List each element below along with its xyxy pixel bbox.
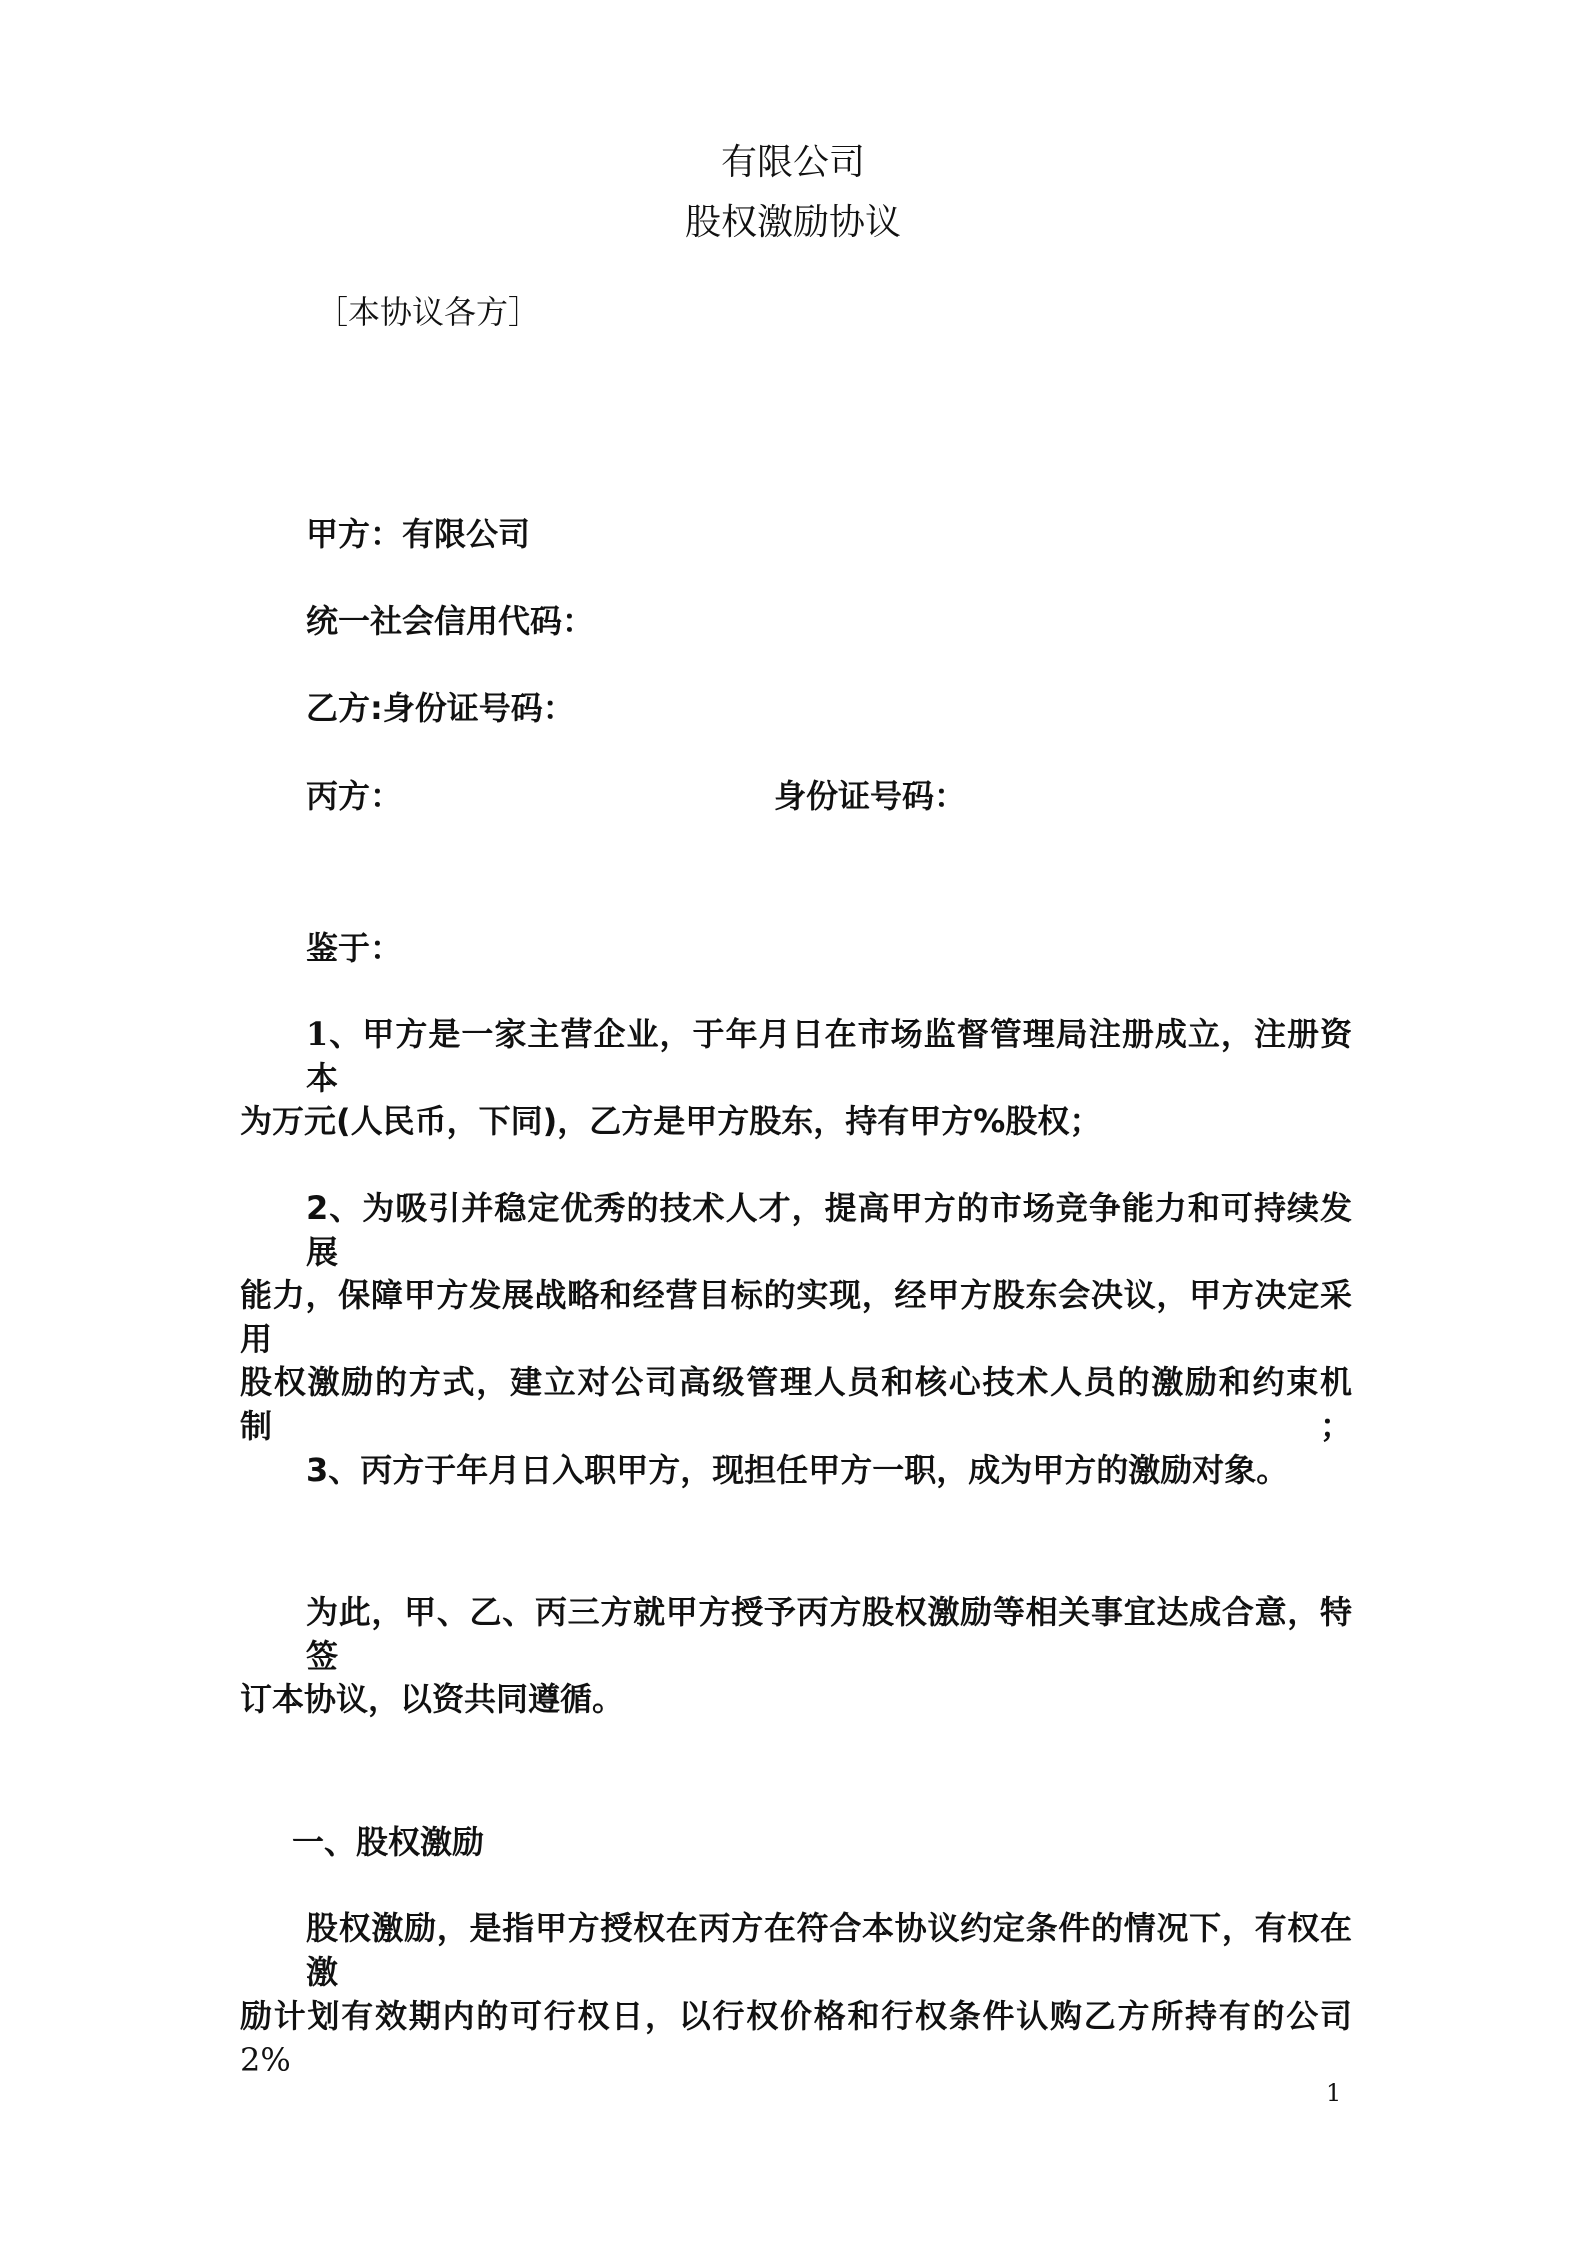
party-a: 甲方：有限公司	[306, 515, 531, 553]
clause-1-line-2: 为万元(人民币，下同)，乙方是甲方股东，持有甲方%股权；	[240, 1102, 1102, 1140]
clause-2-line-2: 能力，保障甲方发展战略和经营目标的实现，经甲方股东会决议，甲方决定采用	[240, 1276, 1352, 1358]
party-c-id-label: 身份证号码：	[774, 777, 967, 815]
credit-code-label: 统一社会信用代码：	[306, 602, 595, 640]
clause-1-line-1	[306, 1012, 1352, 1100]
parties-heading: ［本协议各方］	[316, 293, 541, 331]
party-c-label: 丙方：	[306, 777, 403, 815]
clause-2-line-1: 2、为吸引并稳定优秀的技术人才，提高甲方的市场竞争能力和可持续发展	[306, 1189, 1352, 1271]
clause-1-number: 1	[306, 1015, 329, 1053]
clause-3: 3、丙方于年月日入职甲方，现担任甲方一职，成为甲方的激励对象。	[306, 1451, 1289, 1489]
party-b: 乙方:身份证号码：	[306, 689, 575, 727]
section-1-line-1: 股权激励，是指甲方授权在丙方在符合本协议约定条件的情况下，有权在激	[306, 1909, 1352, 1991]
title-company: 有限公司	[720, 142, 865, 183]
whereas-heading: 鉴于：	[306, 929, 403, 967]
section-1-line-2-text: 励计划有效期内的可行权日，以行权价格和行权条件认购乙方所持有的公司	[240, 1997, 1352, 2035]
agreement-line-2: 订本协议，以资共同遵循。	[240, 1680, 625, 1718]
section-1-line-2-number: 2%	[240, 2041, 291, 2079]
section-1-heading: 一、股权激励	[292, 1823, 485, 1861]
clause-2-line-3: 股权激励的方式，建立对公司高级管理人员和核心技术人员的激励和约束机制；	[240, 1363, 1352, 1445]
section-1-line-2	[240, 1994, 1352, 2082]
title-agreement: 股权激励协议	[684, 202, 901, 243]
page-number: 1	[1326, 2079, 1342, 2107]
clause-1-text: 、甲方是一家主营企业，于年月日在市场监督管理局注册成立，注册资本	[306, 1015, 1352, 1097]
agreement-line-1: 为此，甲、乙、丙三方就甲方授予丙方股权激励等相关事宜达成合意，特签	[306, 1593, 1352, 1675]
